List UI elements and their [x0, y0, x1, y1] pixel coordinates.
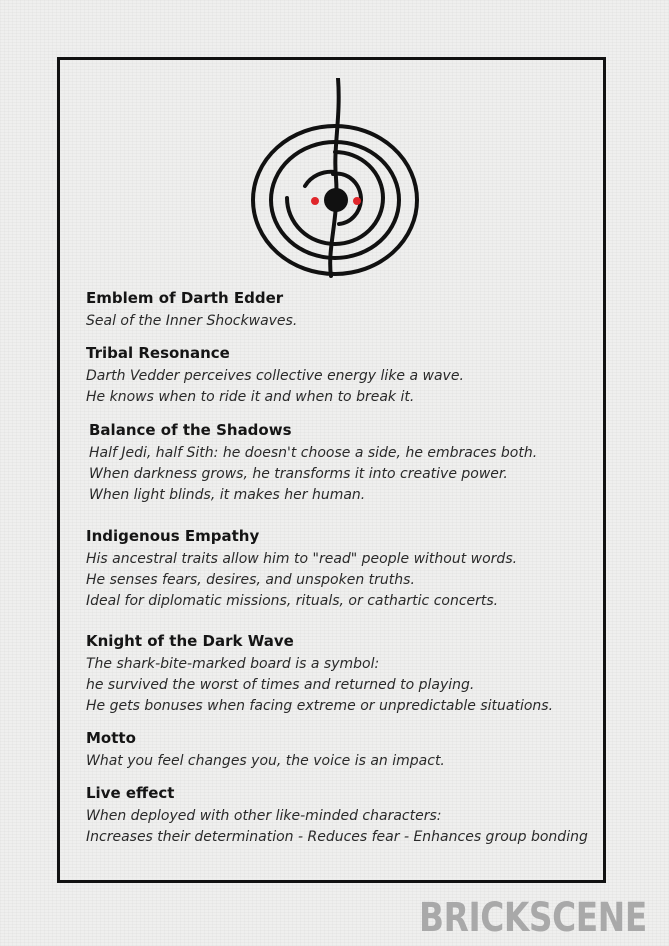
section-line: His ancestral traits allow him to "read" people without words.: [86, 551, 518, 567]
section-title: Tribal Resonance: [86, 344, 230, 362]
section-line: When deployed with other like-minded characters:: [86, 808, 442, 824]
section-title: Knight of the Dark Wave: [86, 632, 294, 650]
section-line: he survived the worst of times and returned to playing.: [86, 677, 475, 693]
section-title: Indigenous Empathy: [86, 527, 260, 545]
right-red-dot: [353, 197, 361, 205]
concentric-shockwave-seal-icon: [247, 78, 419, 278]
section-line: Ideal for diplomatic missions, rituals, or cathartic concerts.: [86, 593, 499, 609]
section-title: Motto: [86, 729, 136, 747]
section-line: He knows when to ride it and when to break it.: [86, 389, 415, 405]
section-line: When light blinds, it makes her human.: [89, 487, 366, 503]
section-line: Half Jedi, half Sith: he doesn't choose a side, he embraces both.: [89, 445, 538, 461]
section-balance-of-shadows: [89, 420, 591, 506]
section-line: Darth Vedder perceives collective energy like a wave.: [86, 368, 464, 384]
section-line: He senses fears, desires, and unspoken truths.: [86, 572, 415, 588]
section-line: Seal of the Inner Shockwaves.: [86, 313, 298, 329]
section-line: Increases their determination - Reduces fear - Enhances group bonding: [86, 829, 588, 845]
section-line: The shark-bite-marked board is a symbol:: [86, 656, 380, 672]
section-line: When darkness grows, he transforms it into creative power.: [89, 466, 508, 482]
section-knight-of-dark-wave: [86, 631, 591, 717]
section-emblem: [86, 288, 591, 332]
section-line: He gets bonuses when facing extreme or unpredictable situations.: [86, 698, 554, 714]
section-title: Emblem of Darth Edder: [86, 289, 284, 307]
inner-arc-left: [305, 172, 335, 186]
character-card: [57, 57, 606, 883]
section-title: Live effect: [86, 784, 175, 802]
center-dot: [324, 188, 348, 212]
section-tribal-resonance: [86, 343, 591, 408]
brickscene-watermark: BRICKSCENE: [419, 895, 647, 941]
section-title: Balance of the Shadows: [89, 421, 292, 439]
section-motto: [86, 728, 591, 772]
section-line: What you feel changes you, the voice is an impact.: [86, 753, 445, 769]
left-red-dot: [311, 197, 319, 205]
vertical-divide-line: [330, 78, 339, 276]
section-indigenous-empathy: [86, 526, 591, 612]
section-live-effect: [86, 783, 591, 848]
